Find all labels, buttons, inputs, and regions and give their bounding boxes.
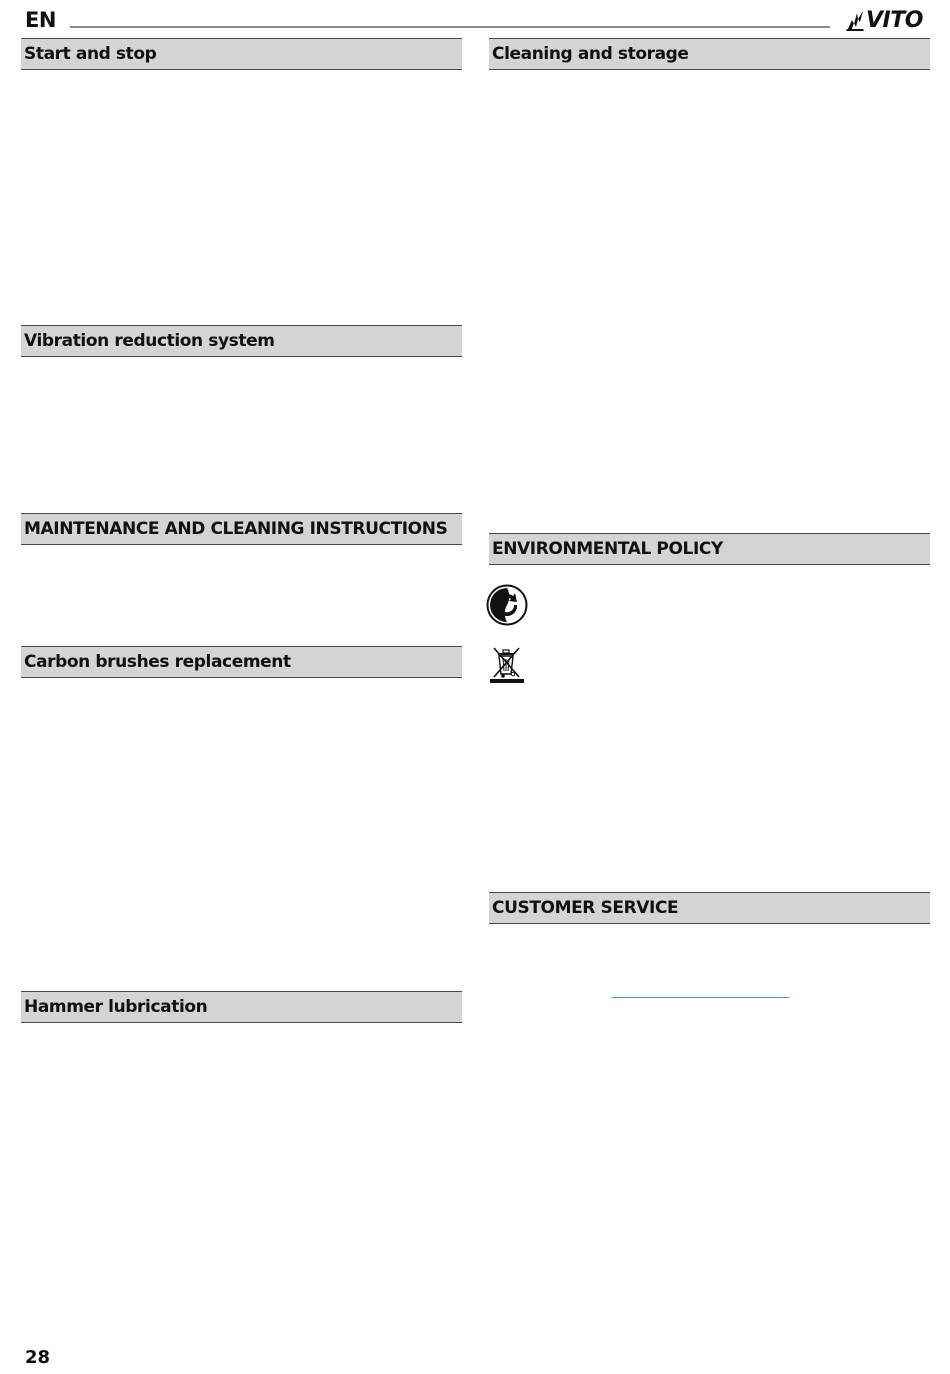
section-carbon-brushes-replacement xyxy=(21,646,462,678)
section-title: Cleaning and storage xyxy=(492,44,689,64)
section-start-and-stop xyxy=(21,38,462,70)
section-title: Vibration reduction system xyxy=(24,331,275,351)
section-title: MAINTENANCE AND CLEANING INSTRUCTIONS xyxy=(24,519,448,539)
section-hammer-lubrication xyxy=(21,991,462,1023)
brand-name: VITO xyxy=(866,8,923,33)
crossed-out-wheelie-bin-icon xyxy=(489,645,525,685)
section-vibration-reduction-system xyxy=(21,325,462,357)
language-code: EN xyxy=(25,8,56,32)
section-environmental-policy xyxy=(489,533,930,565)
section-maintenance-and-cleaning xyxy=(21,513,462,545)
section-title: Carbon brushes replacement xyxy=(24,652,291,672)
brand-flame-icon xyxy=(845,10,865,32)
section-title: ENVIRONMENTAL POLICY xyxy=(492,539,723,559)
header-rule xyxy=(70,26,830,28)
brand-logo xyxy=(845,8,923,34)
customer-service-link-underline[interactable] xyxy=(612,997,789,998)
section-title: CUSTOMER SERVICE xyxy=(492,898,679,918)
section-cleaning-and-storage xyxy=(489,38,930,70)
section-title: Hammer lubrication xyxy=(24,997,208,1017)
section-title: Start and stop xyxy=(24,44,157,64)
green-dot-recycling-icon xyxy=(486,584,528,626)
page-number: 28 xyxy=(25,1347,51,1368)
section-customer-service xyxy=(489,892,930,924)
